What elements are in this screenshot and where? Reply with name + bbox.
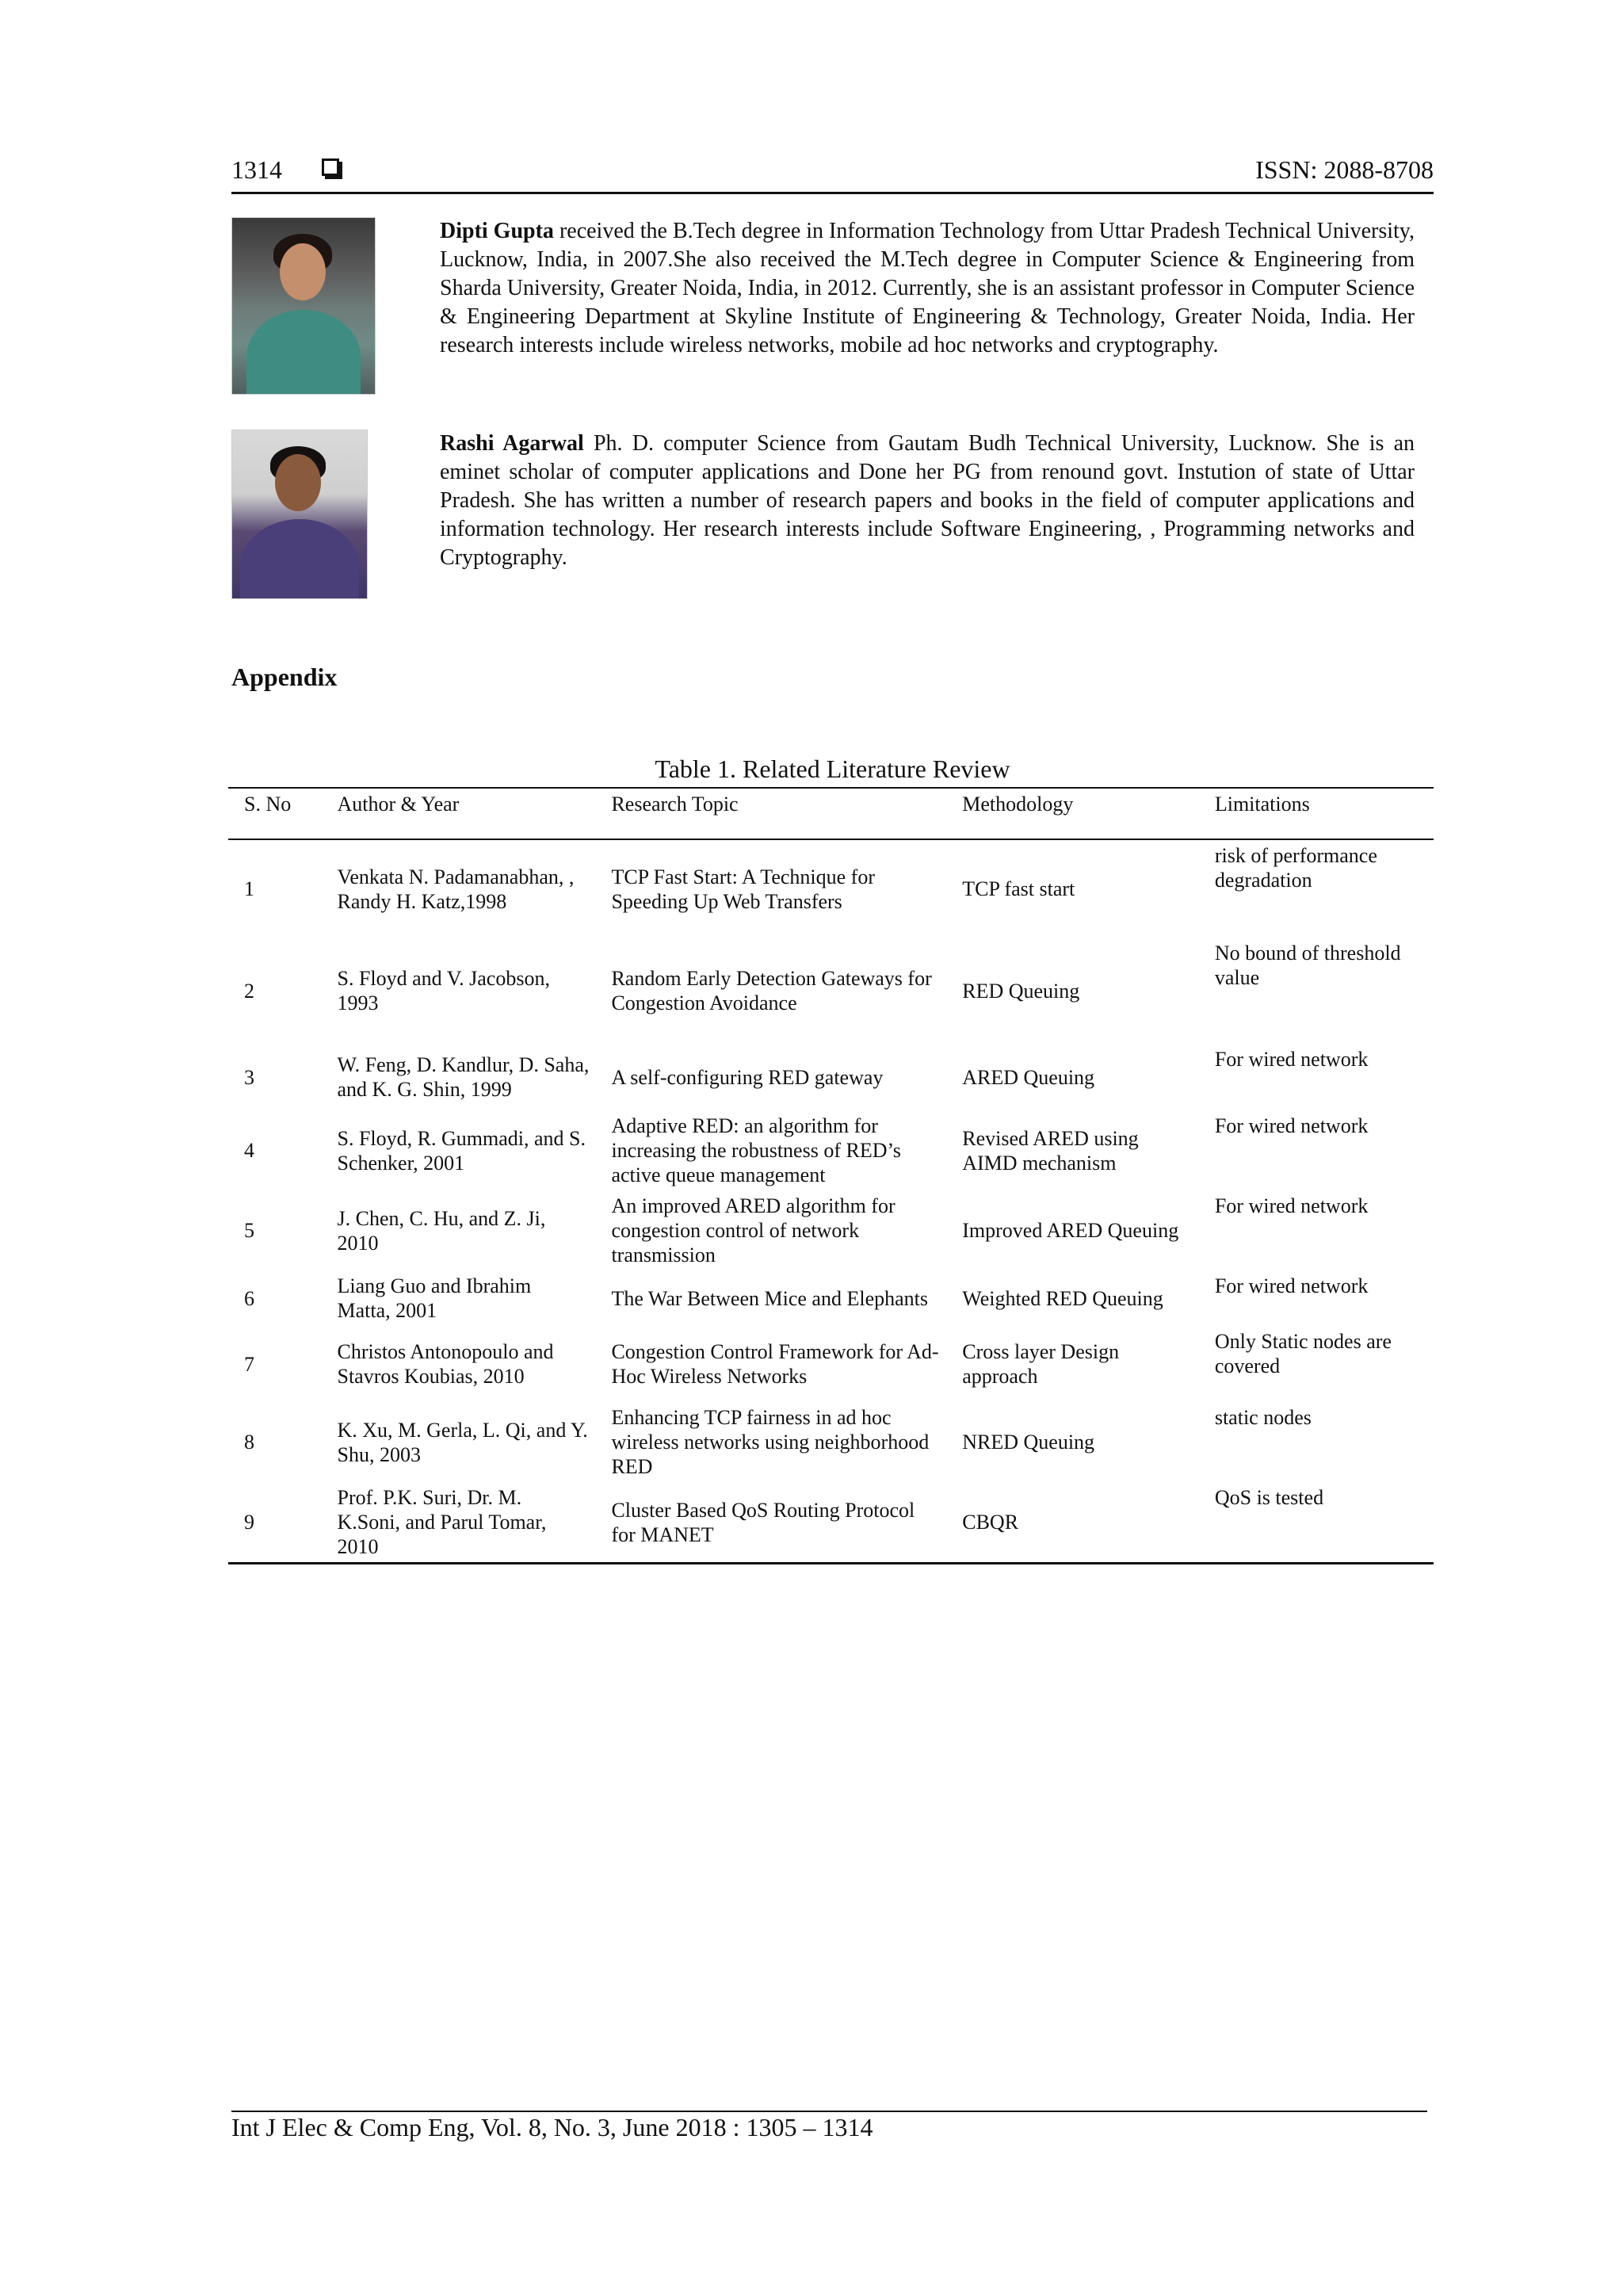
table-row bbox=[228, 1402, 1434, 1482]
cell-methodology: NRED Queuing bbox=[962, 1431, 1095, 1454]
cell-author-year: K. Xu, M. Gerla, L. Qi, and Y. Shu, 2003 bbox=[337, 1418, 588, 1466]
cell-sno: 2 bbox=[244, 979, 254, 1003]
cell-limitations: risk of performance degradation bbox=[1214, 844, 1377, 892]
cell-sno: 9 bbox=[244, 1511, 254, 1534]
photo-shoulders bbox=[240, 519, 359, 599]
cell-limitations: static nodes bbox=[1214, 1406, 1312, 1429]
footer-citation: Int J Elec & Comp Eng, Vol. 8, No. 3, June 2018 : 1305 – 1314 bbox=[231, 2113, 873, 2141]
photo-shoulders bbox=[246, 310, 361, 395]
table-row bbox=[228, 839, 1434, 938]
table-header-row bbox=[228, 788, 1434, 839]
square-bullet-icon bbox=[322, 159, 339, 176]
photo-face bbox=[275, 454, 321, 511]
cell-methodology: TCP fast start bbox=[962, 877, 1075, 900]
cell-research-topic: Cluster Based QoS Routing Protocol for MANET bbox=[611, 1498, 915, 1546]
table-row bbox=[228, 938, 1434, 1044]
author-bio-dipti-gupta bbox=[440, 217, 1415, 360]
cell-author-year: Christos Antonopoulo and Stavros Koubias, 2010 bbox=[337, 1340, 554, 1388]
author-bio-text: received the B.Tech degree in Information Technology from Uttar Pradesh Technical University, Lucknow, India, in 2007.She also received the M.Tech degree in Computer Science & Engineering from Sharda University, Greater Noida, India, in 2012. Currently, she is an assistant professor in Computer Science & Engineering Department at Skyline Institute of Engineering & Technology, Greater Noida, India. Her research interests include wireless networks, mobile ad hoc networks and cryptography. bbox=[440, 219, 1415, 357]
column-header-sno: S. No bbox=[228, 788, 321, 839]
cell-limitations: For wired network bbox=[1214, 1048, 1369, 1071]
column-header-methodology: Methodology bbox=[946, 788, 1199, 839]
cell-author-year: Venkata N. Padamanabhan, , Randy H. Katz,1998 bbox=[337, 865, 575, 913]
cell-research-topic: Congestion Control Framework for Ad-Hoc Wireless Networks bbox=[611, 1340, 939, 1388]
cell-research-topic: TCP Fast Start: A Technique for Speeding Up Web Transfers bbox=[611, 865, 875, 913]
table-row bbox=[228, 1326, 1434, 1402]
table-row bbox=[228, 1482, 1434, 1564]
cell-research-topic: A self-configuring RED gateway bbox=[611, 1065, 884, 1089]
cell-author-year: Prof. P.K. Suri, Dr. M. K.Soni, and Parul Tomar, 2010 bbox=[337, 1486, 547, 1558]
table-row bbox=[228, 1270, 1434, 1326]
cell-sno: 7 bbox=[244, 1352, 254, 1376]
cell-methodology: CBQR bbox=[962, 1511, 1019, 1534]
column-header-limitations: Limitations bbox=[1199, 788, 1434, 839]
footer-rule bbox=[231, 2111, 1427, 2112]
cell-sno: 8 bbox=[244, 1431, 254, 1454]
cell-research-topic: The War Between Mice and Elephants bbox=[611, 1286, 928, 1310]
photo-face bbox=[280, 243, 326, 300]
author-name: Rashi Agarwal bbox=[440, 431, 584, 456]
cell-limitations: No bound of threshold value bbox=[1214, 942, 1401, 989]
cell-limitations: Only Static nodes are covered bbox=[1214, 1330, 1392, 1377]
cell-author-year: S. Floyd, R. Gummadi, and S. Schenker, 2001 bbox=[337, 1126, 586, 1175]
author-photo-dipti-gupta bbox=[231, 217, 376, 395]
cell-limitations: For wired network bbox=[1214, 1274, 1369, 1297]
author-bio-text: Ph. D. computer Science from Gautam Budh Technical University, Lucknow. She is an eminet scholar of computer applications and Done her PG from renound govt. Instution of state of Uttar Pradesh. She has written a number of research papers and books in the field of computer applications and information technology. Her research interests include Software Engineering, , Programming networks and Cryptography. bbox=[440, 431, 1415, 570]
appendix-title: Appendix bbox=[231, 663, 338, 691]
cell-author-year: W. Feng, D. Kandlur, D. Saha, and K. G. Shin, 1999 bbox=[337, 1053, 590, 1101]
cell-author-year: S. Floyd and V. Jacobson, 1993 bbox=[337, 967, 550, 1014]
cell-research-topic: An improved ARED algorithm for congestion control of network transmission bbox=[611, 1194, 896, 1266]
cell-limitations: For wired network bbox=[1214, 1114, 1369, 1137]
table-row bbox=[228, 1110, 1434, 1190]
cell-methodology: ARED Queuing bbox=[962, 1065, 1095, 1089]
cell-sno: 3 bbox=[244, 1065, 254, 1089]
column-header-research-topic: Research Topic bbox=[595, 788, 946, 839]
cell-methodology: Revised ARED using AIMD mechanism bbox=[962, 1126, 1139, 1175]
cell-research-topic: Random Early Detection Gateways for Congestion Avoidance bbox=[611, 967, 932, 1014]
cell-methodology: Weighted RED Queuing bbox=[962, 1286, 1163, 1310]
cell-sno: 5 bbox=[244, 1219, 254, 1242]
literature-review-table bbox=[228, 787, 1434, 1564]
table-caption: Table 1. Related Literature Review bbox=[655, 755, 1010, 783]
column-header-author-year: Author & Year bbox=[321, 788, 595, 839]
table-row bbox=[228, 1044, 1434, 1110]
cell-methodology: Cross layer Design approach bbox=[962, 1340, 1120, 1388]
author-name: Dipti Gupta bbox=[440, 219, 554, 243]
cell-author-year: Liang Guo and Ibrahim Matta, 2001 bbox=[337, 1274, 532, 1322]
author-bio-rashi-agarwal bbox=[440, 430, 1415, 572]
issn: ISSN: 2088-8708 bbox=[1255, 155, 1434, 184]
cell-sno: 1 bbox=[244, 877, 254, 900]
cell-research-topic: Adaptive RED: an algorithm for increasing the robustness of RED’s active queue management bbox=[611, 1114, 901, 1186]
table-row bbox=[228, 1190, 1434, 1270]
cell-limitations: QoS is tested bbox=[1214, 1486, 1324, 1509]
cell-limitations: For wired network bbox=[1214, 1194, 1369, 1217]
cell-research-topic: Enhancing TCP fairness in ad hoc wireless networks using neighborhood RED bbox=[611, 1406, 930, 1478]
cell-sno: 6 bbox=[244, 1286, 254, 1310]
header-rule bbox=[231, 192, 1434, 194]
cell-methodology: RED Queuing bbox=[962, 979, 1080, 1003]
cell-author-year: J. Chen, C. Hu, and Z. Ji, 2010 bbox=[337, 1206, 546, 1255]
cell-sno: 4 bbox=[244, 1139, 254, 1162]
cell-methodology: Improved ARED Queuing bbox=[962, 1219, 1179, 1242]
page-number: 1314 bbox=[231, 155, 282, 184]
author-photo-rashi-agarwal bbox=[231, 430, 368, 599]
